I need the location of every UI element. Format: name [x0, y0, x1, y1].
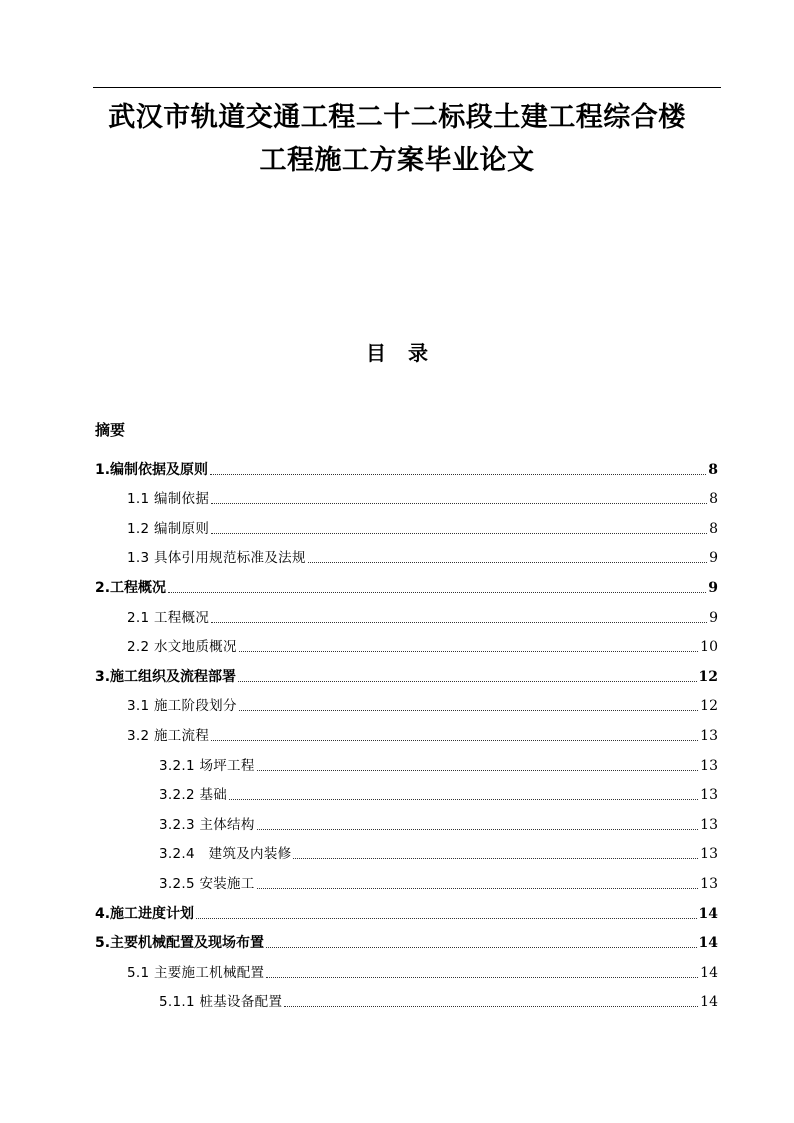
- toc-entry-page-number: 14: [700, 964, 718, 981]
- toc-dot-leader: [293, 858, 698, 859]
- toc-entry-level-1[interactable]: [0, 572, 794, 602]
- table-of-contents: [0, 454, 794, 1016]
- toc-dot-leader: [211, 740, 698, 741]
- toc-abstract-entry[interactable]: 摘要: [95, 421, 126, 439]
- toc-entry-label: 2.工程概况: [95, 579, 167, 596]
- toc-dot-leader: [229, 799, 698, 800]
- toc-entry-page-number: 9: [708, 579, 718, 596]
- toc-entry-page-number: 8: [709, 491, 718, 508]
- toc-entry-page-number: 9: [709, 609, 718, 626]
- toc-dot-leader: [196, 918, 696, 919]
- toc-entry-label: 4.施工进度计划: [95, 905, 195, 922]
- toc-entry-label: 3.2 施工流程: [127, 727, 210, 744]
- header-rule: [93, 87, 721, 88]
- toc-entry-page-number: 13: [700, 875, 718, 892]
- toc-dot-leader: [211, 533, 707, 534]
- document-title-line-1: 武汉市轨道交通工程二十二标段土建工程综合楼: [108, 102, 686, 133]
- toc-entry-page-number: 14: [698, 935, 718, 952]
- toc-entry-label: 2.2 水文地质概况: [127, 639, 237, 656]
- toc-entry-level-2[interactable]: [0, 484, 794, 514]
- toc-dot-leader: [168, 592, 706, 593]
- toc-entry-level-2[interactable]: [0, 720, 794, 750]
- toc-dot-leader: [257, 829, 699, 830]
- toc-entry-label: 3.2.3 主体结构: [159, 816, 255, 833]
- toc-entry-label: 3.2.5 安装施工: [159, 875, 255, 892]
- toc-entry-page-number: 13: [700, 846, 718, 863]
- toc-dot-leader: [257, 770, 699, 771]
- toc-entry-label: 3.2.1 场坪工程: [159, 757, 255, 774]
- toc-entry-level-2[interactable]: [0, 632, 794, 662]
- toc-dot-leader: [257, 888, 699, 889]
- toc-entry-level-3[interactable]: [0, 987, 794, 1017]
- toc-entry-level-1[interactable]: [0, 928, 794, 958]
- toc-entry-level-3[interactable]: [0, 750, 794, 780]
- toc-dot-leader: [211, 622, 707, 623]
- toc-dot-leader: [284, 1006, 698, 1007]
- toc-entry-level-2[interactable]: [0, 543, 794, 573]
- toc-dot-leader: [239, 651, 698, 652]
- toc-entry-label: 3.施工组织及流程部署: [95, 668, 237, 685]
- toc-entry-label: 3.1 施工阶段划分: [127, 698, 237, 715]
- toc-entry-level-1[interactable]: [0, 661, 794, 691]
- toc-entry-label: 5.1 主要施工机械配置: [127, 964, 265, 981]
- toc-entry-page-number: 14: [700, 994, 718, 1011]
- toc-entry-level-3[interactable]: [0, 868, 794, 898]
- toc-dot-leader: [266, 977, 698, 978]
- toc-entry-level-1[interactable]: [0, 898, 794, 928]
- toc-dot-leader: [266, 947, 696, 948]
- document-title: [70, 96, 724, 182]
- toc-entry-page-number: 10: [700, 639, 718, 656]
- toc-dot-leader: [238, 681, 696, 682]
- toc-entry-level-2[interactable]: [0, 602, 794, 632]
- toc-entry-label: 1.3 具体引用规范标准及法规: [127, 550, 306, 567]
- toc-entry-page-number: 13: [700, 757, 718, 774]
- toc-entry-label: 5.1.1 桩基设备配置: [159, 994, 283, 1011]
- toc-entry-label: 1.2 编制原则: [127, 520, 210, 537]
- document-title-line-2: 工程施工方案毕业论文: [259, 145, 535, 176]
- toc-entry-page-number: 12: [700, 698, 718, 715]
- toc-heading: 目录: [366, 341, 450, 365]
- toc-entry-level-3[interactable]: [0, 839, 794, 869]
- toc-entry-label: 1.1 编制依据: [127, 491, 210, 508]
- toc-entry-page-number: 13: [700, 787, 718, 804]
- toc-entry-label: 3.2.4 建筑及内装修: [159, 846, 292, 863]
- toc-dot-leader: [239, 710, 698, 711]
- toc-dot-leader: [308, 562, 707, 563]
- toc-entry-page-number: 13: [700, 816, 718, 833]
- toc-entry-page-number: 8: [708, 461, 718, 478]
- toc-entry-level-2[interactable]: [0, 513, 794, 543]
- toc-entry-level-2[interactable]: [0, 691, 794, 721]
- toc-entry-page-number: 14: [698, 905, 718, 922]
- toc-dot-leader: [210, 474, 706, 475]
- toc-entry-label: 3.2.2 基础: [159, 787, 228, 804]
- toc-entry-label: 1.编制依据及原则: [95, 461, 209, 478]
- toc-entry-page-number: 9: [709, 550, 718, 567]
- toc-entry-label: 5.主要机械配置及现场布置: [95, 935, 265, 952]
- toc-dot-leader: [211, 503, 707, 504]
- toc-entry-label: 2.1 工程概况: [127, 609, 210, 626]
- toc-entry-level-3[interactable]: [0, 809, 794, 839]
- toc-entry-level-3[interactable]: [0, 780, 794, 810]
- toc-entry-page-number: 12: [698, 668, 718, 685]
- toc-entry-page-number: 8: [709, 520, 718, 537]
- toc-entry-page-number: 13: [700, 727, 718, 744]
- toc-entry-level-1[interactable]: [0, 454, 794, 484]
- toc-entry-level-2[interactable]: [0, 957, 794, 987]
